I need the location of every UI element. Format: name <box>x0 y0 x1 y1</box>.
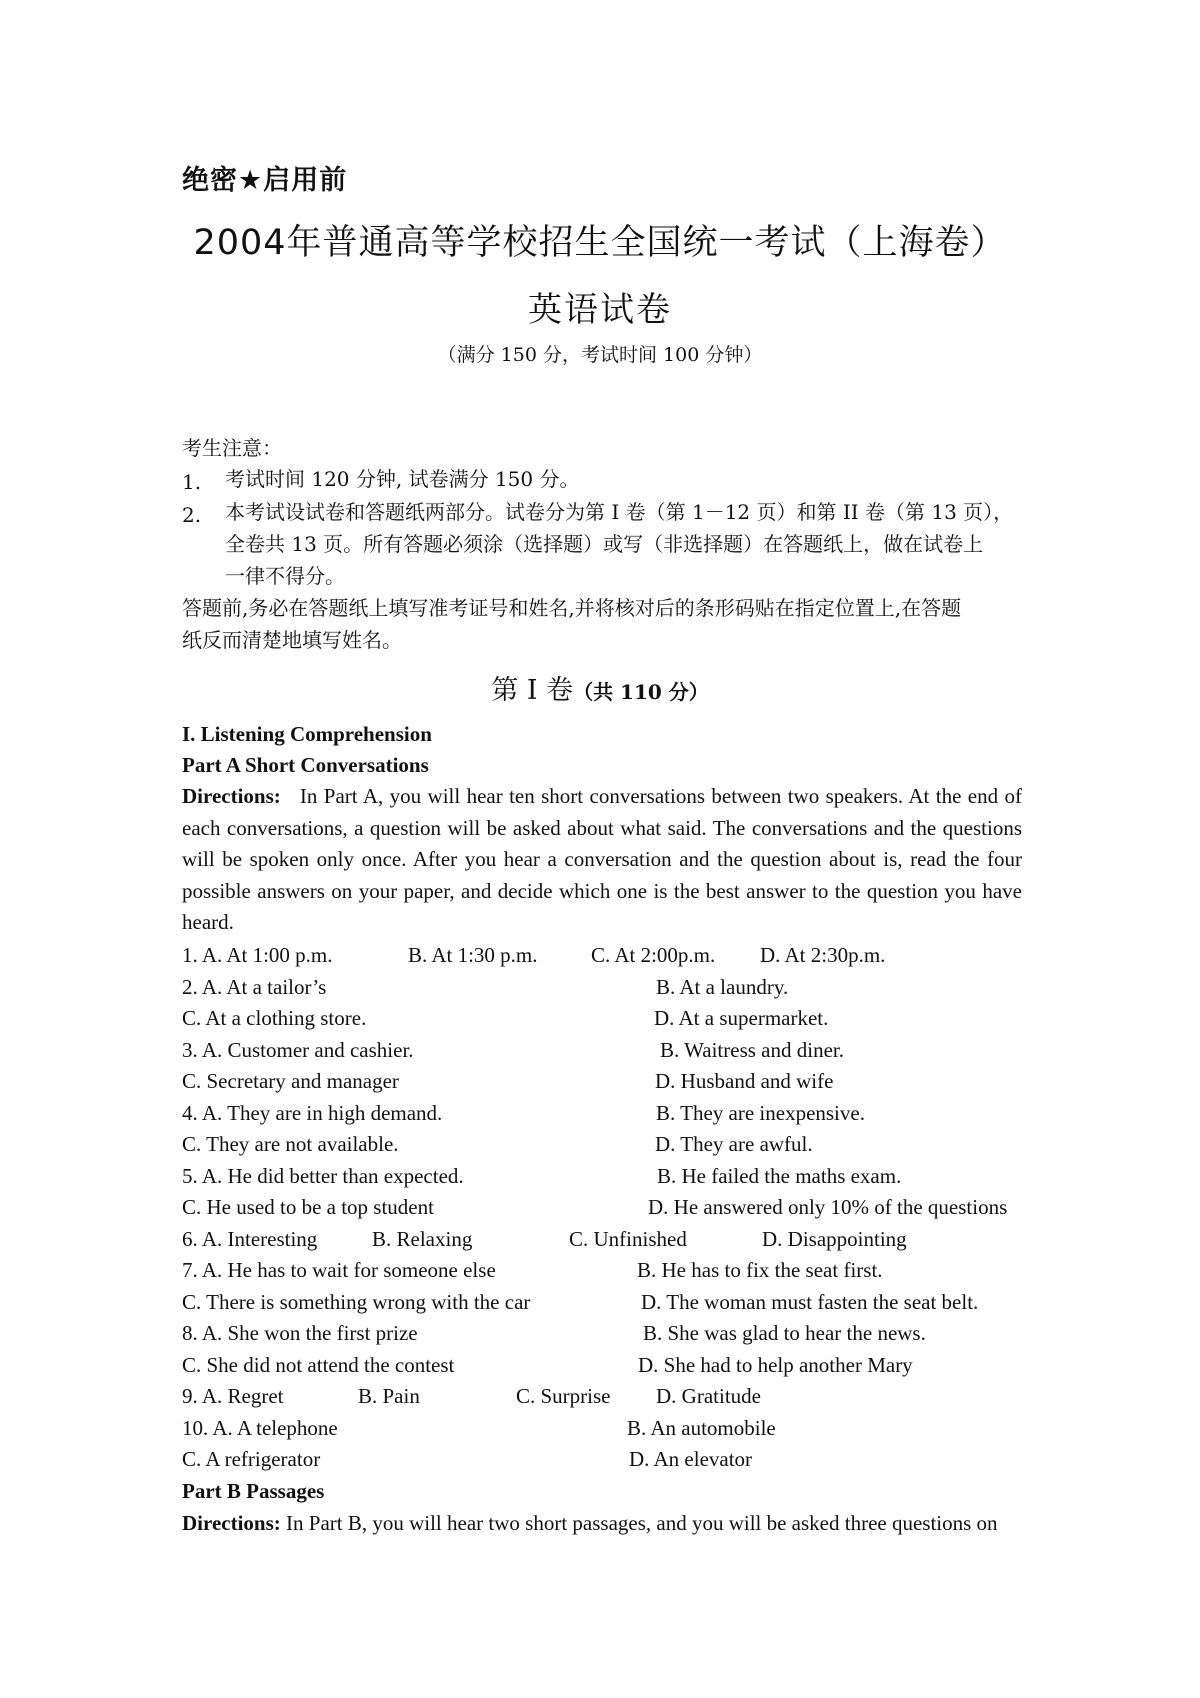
part-b-heading: Part B Passages <box>182 1479 325 1503</box>
q10-option-b: B. An automobile <box>627 1416 776 1440</box>
notice-heading: 考生注意： <box>182 436 282 460</box>
q4-option-c: C. They are not available. <box>182 1132 399 1156</box>
directions-text: In Part A, you will hear ten short conversations between two speakers. At the end of each conversations, a question will be asked about what said. The conversations and the questions will be spoken only once. After you hear a conversation and the question about is, read the four possible answers on your paper, and decide which one is the best answer to the question you have heard. <box>182 784 1022 934</box>
q10-option-c: C. A refrigerator <box>182 1447 321 1471</box>
q7-option-b: B. He has to fix the seat first. <box>637 1258 883 1282</box>
part-b-directions-label: Directions: <box>182 1511 281 1535</box>
q9-option-d: D. Gratitude <box>656 1384 761 1408</box>
q2-option-a: 2. A. At a tailor’s <box>182 975 327 999</box>
section-heading: I. Listening Comprehension <box>182 722 432 746</box>
q2-option-d: D. At a supermarket. <box>654 1006 829 1030</box>
q9-option-c: C. Surprise <box>516 1384 611 1408</box>
q5-option-c: C. He used to be a top student <box>182 1195 434 1219</box>
q2-option-b: B. At a laundry. <box>656 975 789 999</box>
q7-option-d: D. The woman must fasten the seat belt. <box>641 1290 979 1314</box>
q6-option-a: 6. A. Interesting <box>182 1227 318 1251</box>
q5-option-a: 5. A. He did better than expected. <box>182 1164 464 1188</box>
part-b-directions-text: In Part B, you will hear two short passages, and you will be asked three questions on <box>286 1511 998 1535</box>
q7-option-c: C. There is something wrong with the car <box>182 1290 531 1314</box>
q3-option-d: D. Husband and wife <box>655 1069 834 1093</box>
q8-option-a: 8. A. She won the first prize <box>182 1321 418 1345</box>
notice-item2-line3: 一律不得分。 <box>225 564 345 588</box>
q5-option-d: D. He answered only 10% of the questions <box>648 1195 1008 1219</box>
q9-option-b: B. Pain <box>358 1384 420 1408</box>
q8-option-b: B. She was glad to hear the news. <box>643 1321 926 1345</box>
q6-option-b: B. Relaxing <box>372 1227 473 1251</box>
volume-score: （共 110 分） <box>573 680 709 704</box>
q9-option-a: 9. A. Regret <box>182 1384 284 1408</box>
notice-para-line2: 纸反而清楚地填写姓名。 <box>182 628 402 652</box>
q8-option-c: C. She did not attend the contest <box>182 1353 455 1377</box>
q8-option-d: D. She had to help another Mary <box>638 1353 913 1377</box>
directions-label: Directions: <box>182 784 281 808</box>
q4-option-a: 4. A. They are in high demand. <box>182 1101 443 1125</box>
notice-para-line1: 答题前,务必在答题纸上填写准考证号和姓名,并将核对后的条形码贴在指定位置上,在答题 <box>182 596 962 620</box>
q1-option-c: C. At 2:00p.m. <box>591 943 716 967</box>
q1-option-d: D. At 2:30p.m. <box>760 943 886 967</box>
notice-item2-line2: 全卷共 13 页。所有答题必须涂（选择题）或写（非选择题）在答题纸上，做在试卷上 <box>225 532 984 556</box>
exam-title: 2004年普通高等学校招生全国统一考试（上海卷） <box>193 223 1007 263</box>
q4-option-b: B. They are inexpensive. <box>656 1101 865 1125</box>
q2-option-c: C. At a clothing store. <box>182 1006 367 1030</box>
q7-option-a: 7. A. He has to wait for someone else <box>182 1258 496 1282</box>
q10-option-d: D. An elevator <box>629 1447 753 1471</box>
volume-title <box>0 668 1200 707</box>
q10-option-a: 10. A. A telephone <box>182 1416 338 1440</box>
notice-item1-text: 考试时间 120 分钟, 试卷满分 150 分。 <box>225 467 580 491</box>
notice-item2-num: 2. <box>182 503 202 527</box>
q6-option-d: D. Disappointing <box>762 1227 907 1251</box>
secret-mark: 绝密★启用前 <box>182 165 348 196</box>
exam-subtitle: 英语试卷 <box>528 290 672 330</box>
part-a-directions <box>182 781 1022 939</box>
q3-option-b: B. Waitress and diner. <box>660 1038 844 1062</box>
q1-option-b: B. At 1:30 p.m. <box>408 943 538 967</box>
q3-option-a: 3. A. Customer and cashier. <box>182 1038 414 1062</box>
notice-item2-line1: 本考试设试卷和答题纸两部分。试卷分为第 I 卷（第 1－12 页）和第 II 卷（第 13 页）， <box>225 500 1014 524</box>
volume-title-text: 第 I 卷 <box>491 675 574 706</box>
q6-option-c: C. Unfinished <box>569 1227 687 1251</box>
part-a-heading: Part A Short Conversations <box>182 753 429 777</box>
q5-option-b: B. He failed the maths exam. <box>657 1164 902 1188</box>
score-note: （满分 150 分，考试时间 100 分钟） <box>437 344 763 366</box>
q3-option-c: C. Secretary and manager <box>182 1069 399 1093</box>
q1-option-a: 1. A. At 1:00 p.m. <box>182 943 333 967</box>
q4-option-d: D. They are awful. <box>655 1132 813 1156</box>
notice-item1-num: 1. <box>182 470 202 494</box>
part-b-directions <box>182 1511 998 1536</box>
